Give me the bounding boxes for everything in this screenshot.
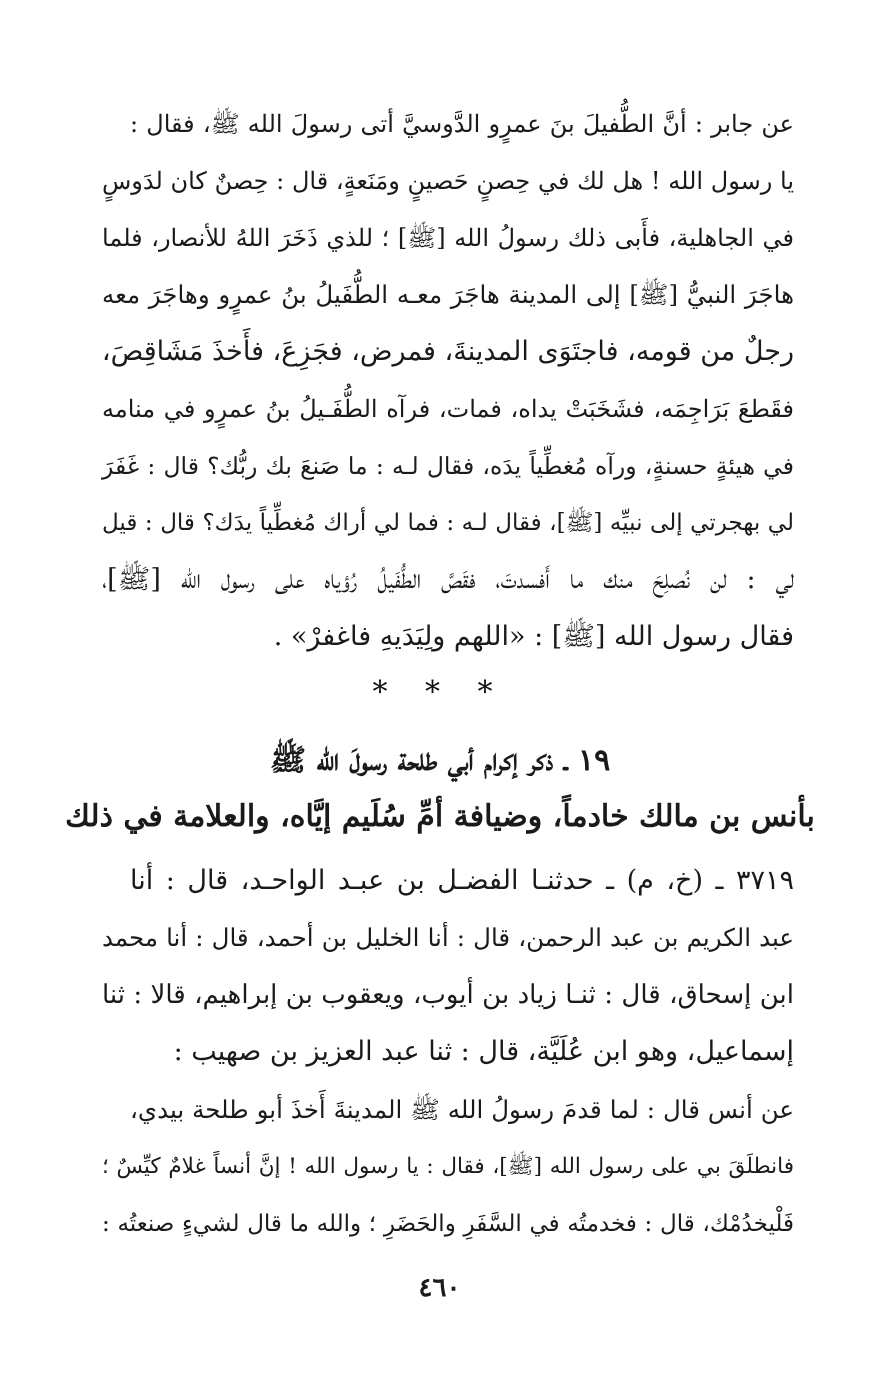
section-separator: * * * — [372, 675, 507, 710]
text-line: رجلٌ من قومه، فاجتَوَى المدينةَ، فمرض، فجَزِعَ، فأَخذَ مَشَاقِصَ، — [101, 336, 794, 367]
text-line: يا رسول الله ! هل لك في حِصنٍ حَصينٍ ومَنَعةٍ، قال : حِصنٌ كان لدَوسٍ — [102, 167, 794, 195]
text-line: ٣٧١٩ ـ (خ، م) ـ حدثنـا الفضـل بن عبـد الواحـد، قال : أنا — [130, 865, 794, 896]
text-line: لي بهجرتي إلى نبيِّه [ﷺ]، فقال لـه : فما لي أراك مُغطِّياً يدَك؟ قال : قيل — [102, 510, 794, 536]
chapter-heading-line-2: بأنس بن مالك خادماً، وضيافة أمِّ سُلَيم إيَّاه، والعلامة في ذلك — [65, 799, 815, 834]
text-line: عبد الكريم بن عبد الرحمن، قال : أنا الخليل بن أحمد، قال : أنا محمد — [102, 923, 794, 952]
text-line: فَلْيخدُمْك، قال : فخدمتُه في السَّفَرِ والحَضَرِ ؛ والله ما قال لشيءٍ صنعتُه : — [102, 1211, 794, 1237]
text-line: لي : لن نُصلِحَ منك ما أَفسدتَ، فقَصَّ الطُّفَيلُ رُؤياه على رسول الله [ﷺ]، — [102, 564, 794, 595]
text-line: عن أنس قال : لما قدمَ رسولُ الله ﷺ المدينةَ أَخذَ أبو طلحة بيدي، — [130, 1095, 794, 1124]
text-line: فانطلَقَ بي على رسول الله [ﷺ]، فقال : يا رسول الله ! إنَّ أنساً غلامٌ كيِّسٌ ؛ — [102, 1154, 794, 1179]
text-line: في الجاهلية، فأَبى ذلك رسولُ الله [ﷺ] ؛ للذي ذَخَرَ اللهُ للأنصار، فلما — [102, 224, 794, 252]
text-line: فقال رسول الله [ﷺ] : «اللهم ولِيَدَيهِ فاغفرْ» . — [273, 621, 794, 652]
text-line: هاجَرَ النبيُّ [ﷺ] إلى المدينة هاجَرَ معـه الطُّفَيلُ بنُ عمرٍو وهاجَرَ معه — [102, 280, 794, 309]
page-number: ٤٦٠ — [418, 1273, 461, 1303]
text-line: ابن إسحاق، قال : ثنـا زياد بن أيوب، ويعقوب بن إبراهيم، قالا : ثنا — [102, 980, 794, 1010]
text-line: في هيئةٍ حسنةٍ، ورآه مُغطِّياً يدَه، فقال لـه : ما صَنعَ بك ربُّك؟ قال : غَفَرَ — [102, 452, 794, 480]
text-line: إسماعيل، وهو ابن عُلَيَّة، قال : ثنا عبد العزيز بن صهيب : — [173, 1036, 794, 1067]
text-line: فقَطعَ بَرَاجِمَه، فشَخَبَتْ يداه، فمات، فرآه الطُّفَـيلُ بنُ عمرٍو في منامه — [102, 395, 794, 423]
chapter-heading-line-1: ١٩ ـ ذكر إكرام أبي طلحة رسولَ الله ﷺ — [269, 743, 611, 778]
text-line: عن جابر : أنَّ الطُّفيلَ بنَ عمرٍو الدَّوسيَّ أتى رسولَ الله ﷺ، فقال : — [130, 110, 794, 138]
